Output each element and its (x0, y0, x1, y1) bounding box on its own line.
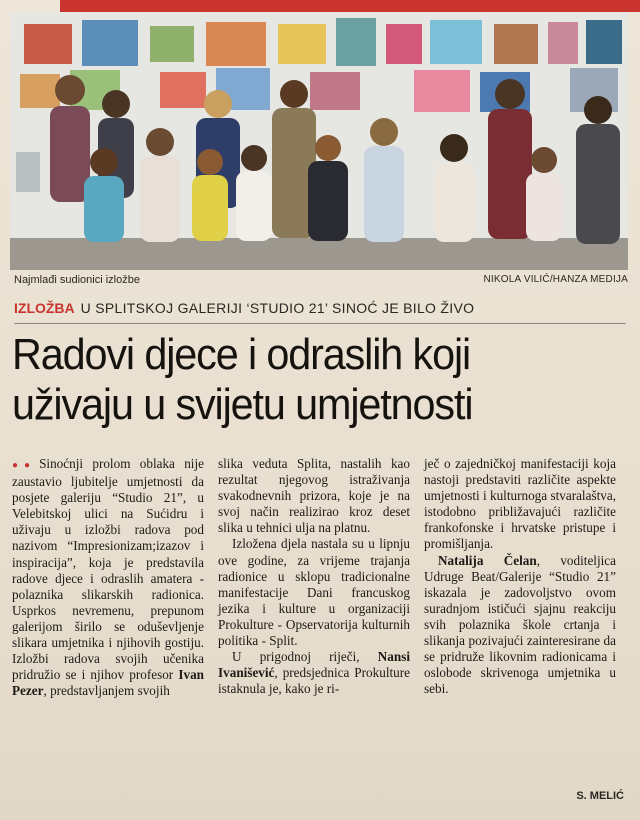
person-name: Ivan Pezer (12, 667, 204, 699)
headline-line-2: uživaju u svijetu umjetnosti (12, 380, 473, 429)
photo-caption: Najmlađi sudionici izložbe (14, 274, 140, 286)
group-photo-illustration (10, 12, 628, 270)
paragraph: U prigodnoj riječi, Nansi Ivanišević, predsjednica Prokulture istaknula je, kako je ri- (218, 649, 410, 697)
article-column-1 (12, 456, 204, 699)
person-name: Natalija Čelan (438, 552, 537, 568)
paragraph: Izložena djela nastala su u lipnju ove godine, za vrijeme trajanja radionice u sklopu tradicionalne manifestacije Dani francuskog jezika i kulture u organizaciji Prokulture - Opservatorija kulturnih politika - Split. (218, 536, 410, 649)
article-column-2 (218, 456, 410, 697)
bullet-icon: ●● (12, 460, 37, 471)
paragraph: ječ o zajedničkoj manifestaciji koja nastoji predstaviti različite aspekte umjetnosti i kulturnoga stvaralaštva, istodobno približavajući različite frankofonske i hrvatske pristupe i promišljanja. (424, 456, 616, 552)
photo-credit: NIKOLA VILIĆ/HANZA MEDIJA (483, 274, 628, 285)
section-tag: IZLOŽBA (14, 300, 75, 316)
page-top-bar (60, 0, 640, 12)
divider (14, 323, 626, 324)
headline-line-1: Radovi djece i odraslih koji (12, 330, 471, 379)
kicker-text: U SPLITSKOJ GALERIJI ‘STUDIO 21’ SINOĆ JE BILO ŽIVO (80, 300, 475, 316)
paragraph: Natalija Čelan, voditeljica Udruge Beat/Galerije “Studio 21” iskazala je zadovoljstvo ovom suradnjom ističući sjajnu reakciju svih polaznika škole crtanja i slikanja pozivajući zainteresirane da se pridruže likovnim radionicama i oslobode skrivenoga umjetnika u sebi. (424, 552, 616, 697)
paragraph: ●● Sinoćnji prolom oblaka nije zaustavio ljubitelje umjetnosti da posjete galeriju “Studio 21”, u Velebitskoj ulici na Sućidru i uživaju u izložbi radova pod nazivom “Impresionizam;izazov i inspiracija”, koja je predstavila radove djece i odraslih amatera - polaznika slikarskih radionica. Usprkos nevremenu, prepunom galerijom širilo se oduševljenje slikara umjetnika i njihovih gostiju. Izložbi radova svojih učenika pridružio se i njihov profesor Ivan Pezer, predstavljanjem svojih (12, 456, 204, 699)
kicker-line (14, 300, 474, 316)
person-name: Nansi Ivanišević (218, 649, 410, 681)
paragraph: slika veduta Splita, nastalih kao rezultat njegovog istraživanja svakodnevnih prizora, koje je na svoj način realizirao kroz deset slika u tehnici ulja na platnu. (218, 456, 410, 536)
article-photo (10, 12, 628, 270)
article-column-3 (424, 456, 616, 697)
headline (12, 330, 595, 430)
article-body (12, 456, 630, 786)
author-signature: S. MELIĆ (576, 790, 624, 802)
